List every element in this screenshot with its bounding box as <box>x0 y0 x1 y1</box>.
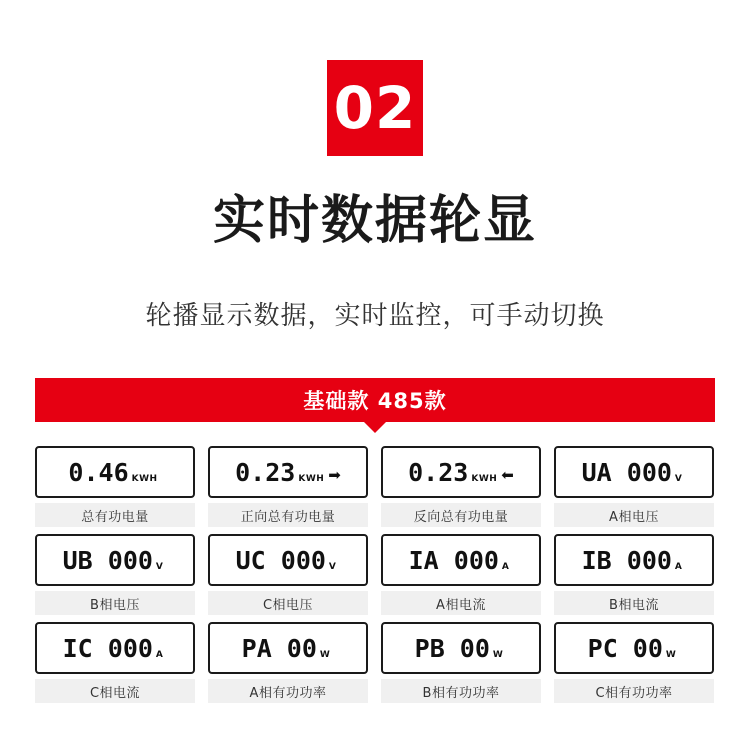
lcd-unit: V <box>155 561 164 572</box>
readout-item <box>381 446 541 527</box>
lcd-display <box>208 622 368 674</box>
lcd-unit: KWH <box>471 473 498 484</box>
readout-caption <box>208 591 368 615</box>
readout-item <box>554 622 714 703</box>
readout-item <box>381 534 541 615</box>
lcd-value: IB 000 <box>581 545 672 575</box>
lcd-display <box>208 446 368 498</box>
lcd-value: 0.46 <box>68 457 129 487</box>
lcd-unit: KWH <box>298 473 325 484</box>
lcd-display <box>554 446 714 498</box>
readout-caption-text: B相电流 <box>609 597 659 613</box>
readout-caption <box>208 503 368 527</box>
lcd-value: UC 000 <box>235 545 326 575</box>
lcd-unit: A <box>674 561 683 572</box>
section-number-badge <box>327 60 423 156</box>
readout-caption-text: C相电压 <box>262 597 314 613</box>
readout-caption <box>35 679 195 703</box>
readout-caption <box>554 591 714 615</box>
readout-caption <box>381 503 541 527</box>
lcd-display <box>554 622 714 674</box>
page-title: 实时数据轮显 <box>212 191 537 251</box>
lcd-display <box>35 534 195 586</box>
readout-caption-text: 反向总有功电量 <box>413 509 509 525</box>
ribbon-arrow-icon <box>364 422 386 433</box>
lcd-value: 0.23 <box>235 457 296 487</box>
lcd-display <box>35 446 195 498</box>
lcd-value: PA 00 <box>241 633 317 663</box>
lcd-display <box>35 622 195 674</box>
readout-caption-text: B相有功功率 <box>422 685 500 701</box>
readout-item <box>554 534 714 615</box>
readout-caption-text: C相有功功率 <box>595 685 673 701</box>
readout-caption <box>35 503 195 527</box>
readout-caption <box>381 679 541 703</box>
readout-caption-text: C相电流 <box>89 685 141 701</box>
lcd-value: IA 000 <box>408 545 499 575</box>
lcd-unit: A <box>501 561 510 572</box>
lcd-unit: V <box>674 473 683 484</box>
section-number: 02 <box>333 74 417 142</box>
readout-item <box>208 446 368 527</box>
readout-item <box>35 622 195 703</box>
readout-caption-text: 总有功电量 <box>81 509 149 525</box>
readout-caption-text: 正向总有功电量 <box>240 509 336 525</box>
readout-item <box>35 534 195 615</box>
readout-item <box>381 622 541 703</box>
readout-caption <box>35 591 195 615</box>
model-ribbon-bar <box>35 378 715 422</box>
readout-caption <box>381 591 541 615</box>
lcd-value: 0.23 <box>408 457 469 487</box>
lcd-unit: A <box>155 649 164 660</box>
lcd-direction-icon: ➡ <box>328 465 341 484</box>
model-ribbon-label: 基础款 485款 <box>303 389 447 413</box>
readout-caption-text: A相有功功率 <box>249 685 327 701</box>
lcd-display <box>554 534 714 586</box>
lcd-display <box>381 534 541 586</box>
readout-grid <box>35 446 715 703</box>
lcd-direction-icon: ⬅ <box>501 465 514 484</box>
readout-caption-text: B相电压 <box>90 597 140 613</box>
readout-item <box>208 534 368 615</box>
readout-item <box>208 622 368 703</box>
lcd-value: IC 000 <box>62 633 153 663</box>
lcd-unit: W <box>319 649 331 660</box>
page-subtitle: 轮播显示数据，实时监控，可手动切换 <box>145 301 605 331</box>
lcd-unit: V <box>328 561 337 572</box>
lcd-display <box>381 622 541 674</box>
lcd-display <box>208 534 368 586</box>
readout-caption-text: A相电流 <box>436 597 486 613</box>
readout-caption <box>554 503 714 527</box>
lcd-unit: W <box>665 649 677 660</box>
lcd-unit: KWH <box>131 473 158 484</box>
lcd-value: PB 00 <box>414 633 490 663</box>
readout-item <box>554 446 714 527</box>
lcd-display <box>381 446 541 498</box>
lcd-unit: W <box>492 649 504 660</box>
readout-caption-text: A相电压 <box>609 509 659 525</box>
lcd-value: UB 000 <box>62 545 153 575</box>
readout-caption <box>208 679 368 703</box>
lcd-value: UA 000 <box>581 457 672 487</box>
readout-item <box>35 446 195 527</box>
model-ribbon <box>35 378 715 422</box>
lcd-value: PC 00 <box>587 633 663 663</box>
readout-caption <box>554 679 714 703</box>
